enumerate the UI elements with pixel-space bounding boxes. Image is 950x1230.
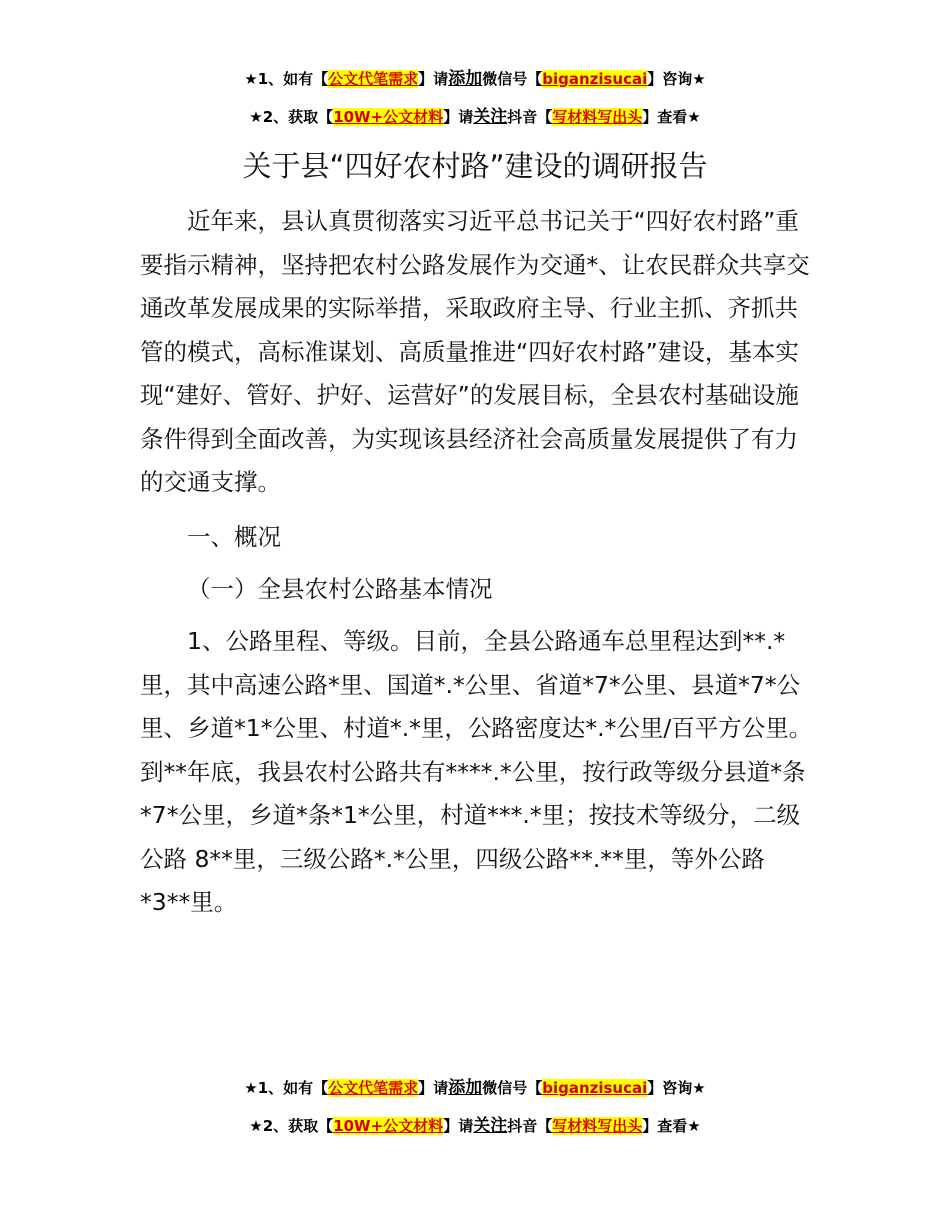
promo-banner-bottom-line-1 — [0, 1078, 950, 1098]
banner-highlight-wechat-id: biganzisucai — [542, 70, 648, 88]
banner-text: 】请 — [418, 70, 449, 88]
banner-text: 】请 — [418, 1079, 449, 1097]
banner-text: 抖音【 — [507, 108, 553, 126]
banner-highlight-douyin-id: 写材料写出头 — [552, 1117, 643, 1135]
banner-underlined-text: 关注 — [473, 1116, 508, 1136]
banner-text: 】咨询★ — [647, 70, 706, 88]
banner-highlight-douyin-id: 写材料写出头 — [552, 108, 643, 126]
intro-paragraph: 近年来，县认真贯彻落实习近平总书记关于“四好农村路”重要指示精神，坚持把农村公路发展作为交通*、让农民群众共享交通改革发展成果的实际举措，采取政府主导、行业主抓、齐抓共管的模式，高标准谋划、高质量推进“四好农村路”建设，基本实现“建好、管好、护好、运营好”的发展目标，全县农村基础设施条件得到全面改善，为实现该县经济社会高质量发展提供了有力的交通支撑。 — [140, 207, 810, 496]
banner-underlined-text: 添加 — [448, 1078, 483, 1098]
banner-text: ★1、如有【 — [244, 70, 329, 88]
banner-highlight-service: 公文代笔需求 — [328, 1079, 419, 1097]
banner-text: 】请 — [443, 1117, 474, 1135]
promo-banner-top-line-2 — [0, 107, 950, 127]
banner-highlight-materials: 10W+公文材料 — [333, 108, 444, 126]
document-title: 关于县“四好农村路”建设的调研报告 — [242, 149, 708, 183]
body-paragraph: 1、公路里程、等级。目前，全县公路通车总里程达到**.*里，其中高速公路*里、国道*.*公里、省道*7*公里、县道*7*公里、乡道*1*公里、村道*.*里，公路密度达*.*公里/百平方公里。到**年底，我县农村公路共有****.*公里，按行政等级分县道*条*7*公里，乡道*条*1*公里，村道***.*里；按技术等级分，二级公路 8**里，三级公路*.*公里，四级公路**.**里，等外公路*3**里。 — [140, 627, 813, 916]
promo-banner-bottom-line-2 — [0, 1116, 950, 1136]
section-heading: 一、概况 — [187, 523, 281, 551]
banner-underlined-text: 添加 — [448, 69, 483, 89]
banner-text: 】咨询★ — [647, 1079, 706, 1097]
banner-text: ★2、获取【 — [249, 108, 334, 126]
banner-highlight-materials: 10W+公文材料 — [333, 1117, 444, 1135]
banner-text: 】查看★ — [642, 1117, 701, 1135]
banner-text: 微信号【 — [482, 1079, 543, 1097]
banner-highlight-wechat-id: biganzisucai — [542, 1079, 648, 1097]
banner-text: ★2、获取【 — [249, 1117, 334, 1135]
banner-underlined-text: 关注 — [473, 107, 508, 127]
banner-text: ★1、如有【 — [244, 1079, 329, 1097]
subsection-heading: （一）全县农村公路基本情况 — [187, 575, 493, 603]
banner-highlight-service: 公文代笔需求 — [328, 70, 419, 88]
banner-text: 】查看★ — [642, 108, 701, 126]
banner-text: 抖音【 — [507, 1117, 553, 1135]
banner-text: 】请 — [443, 108, 474, 126]
banner-text: 微信号【 — [482, 70, 543, 88]
promo-banner-top-line-1 — [0, 69, 950, 89]
